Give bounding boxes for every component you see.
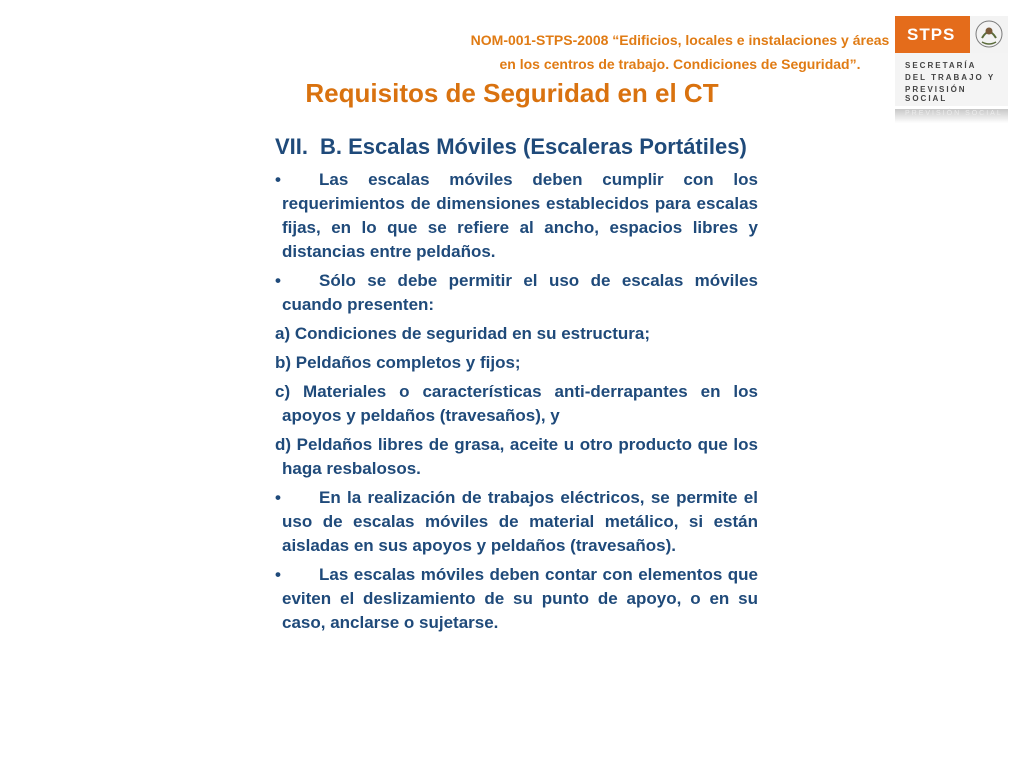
bullet-icon: • bbox=[275, 271, 281, 290]
logo-line1: SECRETARÍA bbox=[905, 61, 977, 70]
logo-text-block bbox=[895, 53, 1008, 106]
list-item bbox=[275, 380, 758, 428]
list-item-text: b) Peldaños completos y fijos; bbox=[275, 353, 521, 372]
section-heading bbox=[275, 132, 758, 162]
list-item bbox=[275, 351, 758, 375]
coat-of-arms-icon bbox=[970, 16, 1008, 53]
bullet-icon: • bbox=[275, 488, 281, 507]
list-item bbox=[275, 269, 758, 317]
bullet-icon: • bbox=[275, 565, 281, 584]
list-item-text: c) Materiales o características anti-derrapantes en los apoyos y peldaños (travesaños), y bbox=[275, 382, 758, 425]
list-item-text: Las escalas móviles deben contar con elementos que eviten el deslizamiento de su punto de apoyo, o en su caso, anclarse o sujetarse. bbox=[282, 565, 758, 632]
page-title: Requisitos de Seguridad en el CT bbox=[305, 78, 719, 108]
list-item bbox=[275, 322, 758, 346]
stps-logo bbox=[895, 16, 1008, 121]
list-item-text: a) Condiciones de seguridad en su estructura; bbox=[275, 324, 651, 343]
bullet-icon: • bbox=[275, 170, 281, 189]
list-item bbox=[275, 563, 758, 635]
list-item bbox=[275, 168, 758, 264]
logo-line2: DEL TRABAJO Y bbox=[905, 73, 996, 82]
list-item bbox=[275, 486, 758, 558]
list-item-text: Sólo se debe permitir el uso de escalas móviles cuando presenten: bbox=[282, 271, 758, 314]
list-item-text: Las escalas móviles deben cumplir con los requerimientos de dimensiones establecidos para escalas fijas, en lo que se refiere al ancho, espacios libres y distancias entre peldaños. bbox=[282, 170, 758, 261]
norm-reference-line2: en los centros de trabajo. Condiciones de Seguridad”. bbox=[499, 56, 861, 72]
slide-content bbox=[275, 132, 758, 640]
list-item-text: d) Peldaños libres de grasa, aceite u otro producto que los haga resbalosos. bbox=[275, 435, 758, 478]
logo-acronym: STPS bbox=[895, 16, 970, 53]
list-item-text: En la realización de trabajos eléctricos, se permite el uso de escalas móviles de material metálico, si están aisladas en sus apoyos y peldaños (travesaños). bbox=[282, 488, 758, 555]
list-item bbox=[275, 433, 758, 481]
norm-reference bbox=[470, 28, 890, 76]
section-title: B. Escalas Móviles (Escaleras Portátiles) bbox=[320, 134, 747, 159]
norm-reference-line1: NOM-001-STPS-2008 “Edificios, locales e instalaciones y áreas bbox=[470, 32, 890, 48]
logo-line3: PREVISIÓN SOCIAL bbox=[905, 85, 967, 103]
section-number: VII. bbox=[275, 134, 309, 159]
logo-reflection: PREVISIÓN SOCIAL bbox=[895, 109, 1008, 123]
